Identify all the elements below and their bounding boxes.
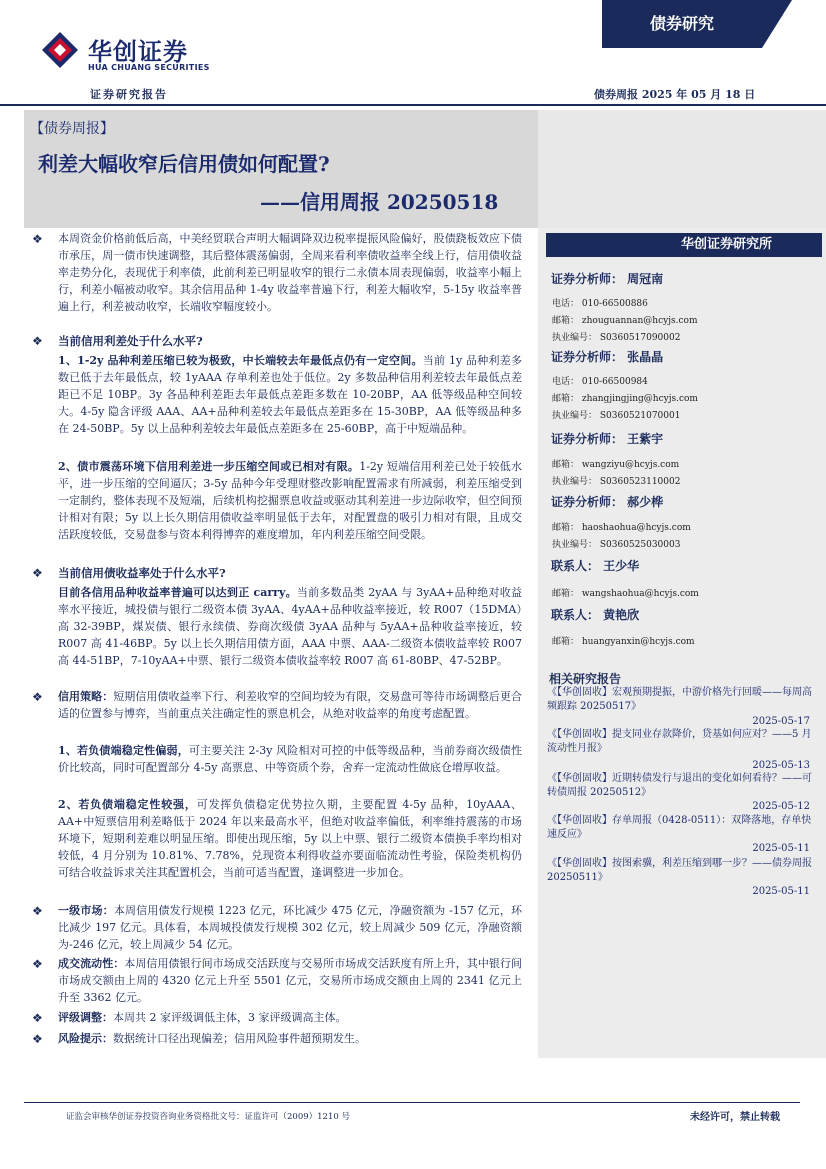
summary-paragraph: 本周资金价格前低后高，中美经贸联合声明大幅调降双边税率提振风险偏好，股债跷板效应下债市承压，周一债市快速调整，其后整体震荡偏弱，全周来看利率债收益率全线上行，信用债收益率走势分化，表现优于利率债，此前利差已明显收窄的银行二永债本周表现偏弱，收益率小幅上行，利差小幅被动收窄。其余信用品种 1-4y 收益率普遍下行，利差大幅收窄，5-15y 收益率普遍上行，利差被动收窄，长端收窄幅度较小。 — [58, 232, 522, 313]
paragraph-lead: 成交流动性： — [58, 957, 125, 970]
sidebar-header: 华创证券研究所 — [546, 233, 822, 257]
paragraph-text: 可发挥负债稳定优势拉久期，主要配置 4-5y 品种，10yAAA、AA+中短票信用利差略低于 2024 年以来最高水平，但绝对收益率偏低，利率维持震荡的市场环境下，短期利差难以明显压缩。即使出现压缩，5y 以上中票、银行二级资本债换手率均相对较低，4 月分别为 10.81%、7.78%，兑现资本利得收益亦要面临流动性考验，保险类机构仍可结合收益诉求关注其配置机会，当前可适当配置，逢调整进一步加仓。 — [58, 798, 523, 879]
paragraph-text: 当前 1y 品种利差多数已低于去年最低点，较 1yAAA 存单利差也处于低位。2y 多数品种信用利差较去年最低点差距已不足 10BP。3y 各品种利差距去年最低点差距多数在 10-20BP，AA 低等级品种空间较大。4-5y 隐含评级 AAA、AA+品种利差较去年最低点差距多在 15-30BP，AA 低等级品种多在 24-50BP。5y 以上品种利差较去年最低点差距多在 25-60BP，高于中短端品种。 — [58, 354, 522, 435]
paragraph-lead: 2、若负债端稳定性较强， — [58, 798, 197, 811]
paragraph-text: 当前多数品类 2yAA 与 3yAA+品种绝对收益率水平接近，城投债与银行二级资本债 3yAA、4yAA+品种收益率接近，较 R007（15DMA）高 32-39BP，煤炭债、银行永续债、券商次级债 3yAA 品种与 5yAA+品种收益率接近，较 R007 高 41-46BP。5y 以上长久期信用债方面，AAA 中票、AAA-二级资本债收益率较 R007 高 44-51BP，7-10yAA+中票、银行二级资本债收益率较 R007 高 61-80BP、47-52BP。 — [58, 586, 522, 667]
analyst-name: 证券分析师： 王紫宇 — [551, 432, 664, 446]
paragraph-lead: 评级调整： — [58, 1011, 113, 1024]
related-report-link[interactable]: 《【华创固收】宏观预期提振，中游价格先行回暖——每周高频跟踪 20250517》 — [547, 687, 812, 712]
paragraph-lead: 信用策略： — [58, 690, 114, 703]
related-report-date: 2025-05-12 — [752, 801, 810, 812]
analyst-email[interactable]: 邮箱： haoshaohua@hcyjs.com — [552, 523, 691, 533]
related-report-link[interactable]: 《【华创固收】按图索骥，利差压缩到哪一步？——债券周报 20250511》 — [547, 858, 812, 883]
related-report-link[interactable]: 《【华创固收】提支同业存款降价，贷基如何应对？——5 月流动性月报》 — [547, 729, 812, 754]
paragraph-lead: 风险提示： — [58, 1032, 113, 1045]
report-date: 债券周报 2025 年 05 月 18 日 — [594, 88, 756, 101]
related-report-date: 2025-05-17 — [752, 716, 810, 727]
contact-name: 联系人： 黄艳欣 — [551, 608, 640, 622]
analyst-name: 证券分析师： 周冠南 — [551, 272, 664, 286]
paragraph-lead: 1、若负债端稳定性偏弱， — [58, 744, 189, 757]
analyst-cert: 执业编号： S0360517090002 — [552, 333, 681, 343]
company-logo — [40, 30, 80, 70]
paragraph-text: 短期信用债收益率下行、利差收窄的空间均较为有限，交易盘可等待市场调整后更合适的位置参与博弈，当前重点关注确定性的票息机会，从绝对收益率的角度考虑配置。 — [58, 690, 523, 720]
paragraph-text: 本周信用债银行间市场成交活跃度与交易所市场成交活跃度有所上升，其中银行间市场成交额由上周的 4320 亿元上升至 5501 亿元，交易所市场成交额由上周的 2341 亿元上升至 3362 亿元。 — [58, 957, 523, 1004]
analysis-paragraph — [58, 902, 522, 953]
paragraph-text: 数据统计口径出现偏差；信用风险事件超预期发生。 — [113, 1032, 366, 1045]
report-subtitle: ——信用周报 20250518 — [260, 190, 499, 214]
contact-name: 联系人： 王少华 — [551, 559, 640, 573]
analysis-paragraph — [58, 742, 522, 776]
paragraph-text: 本周信用债发行规模 1223 亿元，环比减少 475 亿元，净融资额为 -157 亿元，环比减少 197 亿元。具体看，本周城投债发行规模 302 亿元，较上周减少 509 亿元，净融资额为-246 亿元，较上周减少 54 亿元。 — [58, 904, 523, 951]
related-report-link[interactable]: 《【华创固收】近期转债发行与退出的变化如何看待？——可转债周报 20250512》 — [547, 773, 812, 798]
analysis-paragraph — [58, 584, 522, 669]
footer-divider — [24, 1102, 800, 1103]
diamond-bullet-icon: ❖ — [32, 232, 43, 246]
analysis-paragraph — [58, 688, 522, 722]
analyst-phone: 电话： 010-66500984 — [552, 377, 648, 387]
analysis-paragraph — [58, 955, 522, 1006]
logo-text-en: HUA CHUANG SECURITIES — [88, 63, 210, 72]
diamond-bullet-icon: ❖ — [32, 957, 43, 971]
doc-type: 证券研究报告 — [90, 88, 168, 101]
related-reports-heading: 相关研究报告 — [549, 672, 622, 686]
analyst-cert: 执业编号： S0360525030003 — [552, 540, 681, 550]
analyst-name: 证券分析师： 张晶晶 — [551, 350, 664, 364]
diamond-bullet-icon: ❖ — [32, 1032, 43, 1046]
analysis-paragraph — [58, 796, 522, 881]
analyst-cert: 执业编号： S0360523110002 — [552, 477, 681, 487]
paragraph-text: 可主要关注 2-3y 风险相对可控的中低等级品种，当前券商次级债性价比较高，同时可配置部分 4-5y 高票息、中等资质个券，舍弃一定流动性做底仓增厚收益。 — [58, 744, 523, 774]
analyst-email[interactable]: 邮箱： zhouguannan@hcyjs.com — [552, 316, 698, 326]
related-report-date: 2025-05-13 — [752, 760, 810, 771]
analyst-email[interactable]: 邮箱： zhangjingjing@hcyjs.com — [552, 394, 698, 404]
contact-email[interactable]: 邮箱： huangyanxin@hcyjs.com — [552, 637, 695, 647]
diamond-bullet-icon: ❖ — [32, 1011, 43, 1025]
paragraph-text: 本周共 2 家评级调低主体，3 家评级调高主体。 — [113, 1011, 347, 1024]
paragraph-text: 1-2y 短端信用利差已处于较低水平，进一步压缩的空间逼仄；3-5y 品种今年受理财整改影响配置需求有所减弱，利差压缩受到一定制约，整体表现不及短端，后续机构挖掘票息收益或驱动其利差进一步边际收窄，但空间预计相对有限；5y 以上长久期信用债收益率明显低于去年，对配置盘的吸引力相对有限，且成交活跃度较低，交易盘参与资本利得博弈的难度增加，年内利差压缩空间受限。 — [58, 460, 522, 541]
paragraph-lead: 1、1-2y 品种利差压缩已较为极致，中长端较去年最低点仍有一定空间。 — [58, 354, 423, 367]
header-divider — [0, 104, 826, 106]
related-report-date: 2025-05-11 — [752, 886, 810, 897]
paragraph-lead: 2、债市震荡环境下信用利差进一步压缩空间或已相对有限。 — [58, 460, 360, 473]
diamond-bullet-icon: ❖ — [32, 566, 43, 580]
analyst-cert: 执业编号： S0360521070001 — [552, 411, 681, 421]
analysis-paragraph — [58, 1009, 522, 1026]
diamond-bullet-icon: ❖ — [32, 334, 43, 348]
analyst-email[interactable]: 邮箱： wangziyu@hcyjs.com — [552, 460, 680, 470]
section-question: 当前信用债收益率处于什么水平? — [58, 566, 226, 580]
analysis-paragraph — [58, 1030, 522, 1047]
category-tag: 债券研究 — [602, 0, 762, 48]
analyst-name: 证券分析师： 郝少桦 — [551, 495, 664, 509]
analysis-paragraph — [58, 458, 522, 543]
report-tag: 【债券周报】 — [30, 121, 114, 137]
report-title: 利差大幅收窄后信用债如何配置? — [38, 152, 330, 176]
section-question: 当前信用利差处于什么水平? — [58, 334, 203, 348]
paragraph-lead: 一级市场： — [58, 904, 114, 917]
related-report-link[interactable]: 《【华创固收】存单周报（0428-0511）：双降落地，存单快速反应》 — [547, 815, 812, 840]
diamond-bullet-icon: ❖ — [32, 690, 43, 704]
analysis-paragraph — [58, 352, 522, 437]
diamond-bullet-icon: ❖ — [32, 904, 43, 918]
analyst-phone: 电话： 010-66500886 — [552, 299, 648, 309]
license-note: 证监会审核华创证券投资咨询业务资格批文号：证监许可（2009）1210 号 — [66, 1112, 350, 1122]
title-band-right — [538, 110, 826, 228]
contact-email[interactable]: 邮箱： wangshaohua@hcyjs.com — [552, 589, 699, 599]
related-report-date: 2025-05-11 — [752, 843, 810, 854]
copyright-notice: 未经许可，禁止转载 — [690, 1112, 780, 1123]
logo-text-cn: 华创证券 — [88, 38, 188, 66]
paragraph-lead: 目前各信用品种收益率普遍可以达到正 carry。 — [58, 586, 297, 599]
